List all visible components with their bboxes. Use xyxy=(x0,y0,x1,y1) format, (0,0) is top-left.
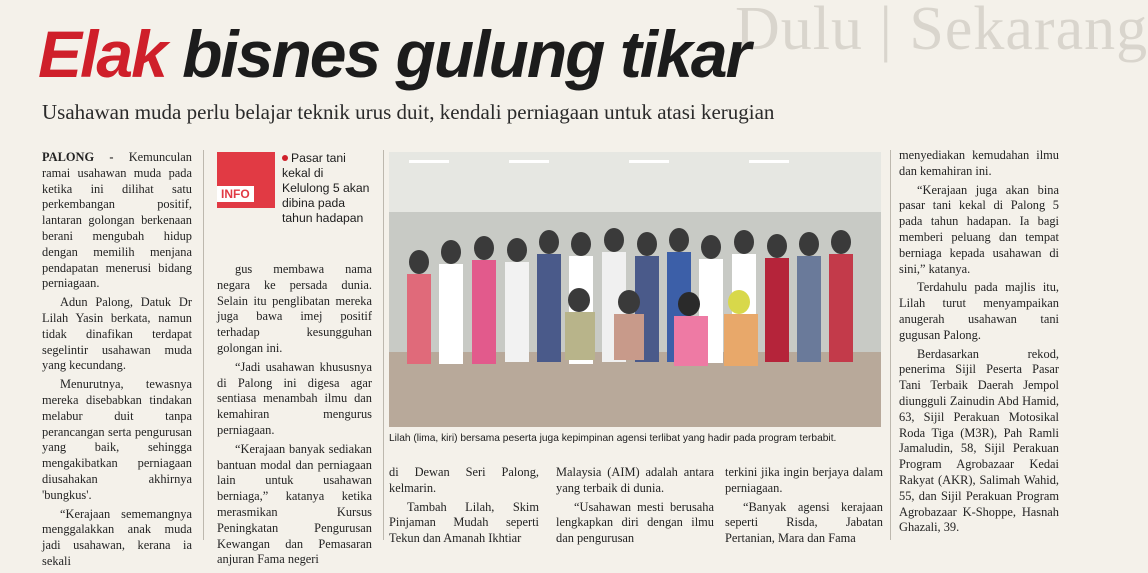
paragraph: “Kerajaan juga akan bina pasar tani kekal di Palong 5 pada tahun hadapan. Ia bagi memberi peluang dan tempat berniaga kepada usahawan di sini,” katanya. xyxy=(899,182,1059,276)
paragraph: menyediakan kemudahan ilmu dan kemahiran ini. xyxy=(899,148,1059,178)
paragraph: Menurutnya, tewasnya mereka disebabkan tindakan melabur duit tanpa perancangan serta pengurusan yang baik, sehingga mengakibatkan perniagaan diusahakan akhirnya 'bungkus'. xyxy=(42,377,192,502)
article-column-5a xyxy=(725,465,883,550)
headline xyxy=(38,16,749,92)
paragraph: di Dewan Seri Palong, kelmarin. xyxy=(389,465,539,495)
article-column-4 xyxy=(556,465,714,550)
paragraph: “Kerajaan sememangnya menggalakkan anak muda jadi usahawan, kerana ia sekali xyxy=(42,506,192,568)
column-rule xyxy=(890,150,891,540)
article-column-2 xyxy=(217,262,372,571)
photo-caption: Lilah (lima, kiri) bersama peserta juga kepimpinan agensi terlibat yang hadir pada program terbabit. xyxy=(389,433,837,444)
bleed-through-text: Dulu | Sekarang xyxy=(735,0,1148,63)
subheadline: Usahawan muda perlu belajar teknik urus duit, kendali perniagaan untuk atasi kerugian xyxy=(42,100,775,124)
paragraph: Adun Palong, Datuk Dr Lilah Yasin berkata, namun tidak dinafikan terdapat segelintir usahawan muda yang kecundang. xyxy=(42,295,192,373)
paragraph: gus membawa nama negara ke persada dunia. Selain itu penglibatan mereka juga bawa imej positif terhadap kesungguhan golongan ini. xyxy=(217,262,372,355)
article-column-3 xyxy=(389,465,539,550)
paragraph: Malaysia (AIM) adalah antara yang terbaik di dunia. xyxy=(556,465,714,495)
paragraph: Terdahulu pada majlis itu, Lilah turut menyampaikan anugerah usahawan tani gugusan Palong. xyxy=(899,280,1059,342)
info-text: Pasar tani kekal di Kelulong 5 akan dibina pada tahun hadapan xyxy=(282,151,370,225)
dateline: PALONG - xyxy=(42,150,114,164)
headline-accent: Elak xyxy=(38,17,166,91)
paragraph xyxy=(42,150,192,292)
paragraph: “Jadi usahawan khususnya di Palong ini digesa agar sentiasa menambah ilmu dan kemahiran mengurus perniagaan. xyxy=(217,359,372,437)
paragraph: Berdasarkan rekod, penerima Sijil Peserta Pasar Tani Terbaik Daerah Jempol diungguli Zainudin Abd Hamid, 63, Sijil Perakuan Motosikal Roda Tiga (M3R), Pah Ramli Jamaludin, 58, Sijil Perakuan Program Agrobazaar Kedai Rakyat (AKR), Salimah Wahid, 55, dan Sijil Perakuan Program Agrobazaar K-Shoppe, Hasnah Ghazali, 39. xyxy=(899,346,1059,535)
article-column-1 xyxy=(42,150,192,573)
group-photo-illustration xyxy=(389,152,881,427)
bullet-icon xyxy=(282,155,288,161)
column-rule xyxy=(383,150,384,540)
paragraph: terkini jika ingin berjaya dalam perniagaan. xyxy=(725,465,883,495)
headline-main: bisnes gulung tikar xyxy=(165,17,750,91)
paragraph: Tambah Lilah, Skim Pinjaman Mudah seperti Tekun dan Amanah Ikhtiar xyxy=(389,499,539,546)
paragraph: “Banyak agensi kerajaan seperti Risda, Jabatan Pertanian, Mara dan Fama xyxy=(725,499,883,546)
column-rule xyxy=(203,150,204,540)
info-box xyxy=(217,152,275,208)
paragraph: “Usahawan mesti berusaha lengkapkan diri dengan ilmu dan pengurusan xyxy=(556,499,714,546)
paragraph-text: Kemunculan ramai usahawan muda pada ketika ini dilihat satu perkembangan positif, lantaran golongan berkenaan berani mengubah hidup dengan memilih menjana pendapatan menerusi bidang perniagaan. xyxy=(42,150,192,291)
article-column-6 xyxy=(899,148,1059,539)
info-tab: INFO xyxy=(217,186,254,202)
article-photo xyxy=(389,152,881,427)
paragraph: “Kerajaan banyak sediakan bantuan modal dan perniagaan lain untuk usahawan berniaga,” katanya ketika merasmikan Kursus Peningkatan Pengurusan Kewangan dan Pemasaran anjuran Fama negeri xyxy=(217,441,372,567)
